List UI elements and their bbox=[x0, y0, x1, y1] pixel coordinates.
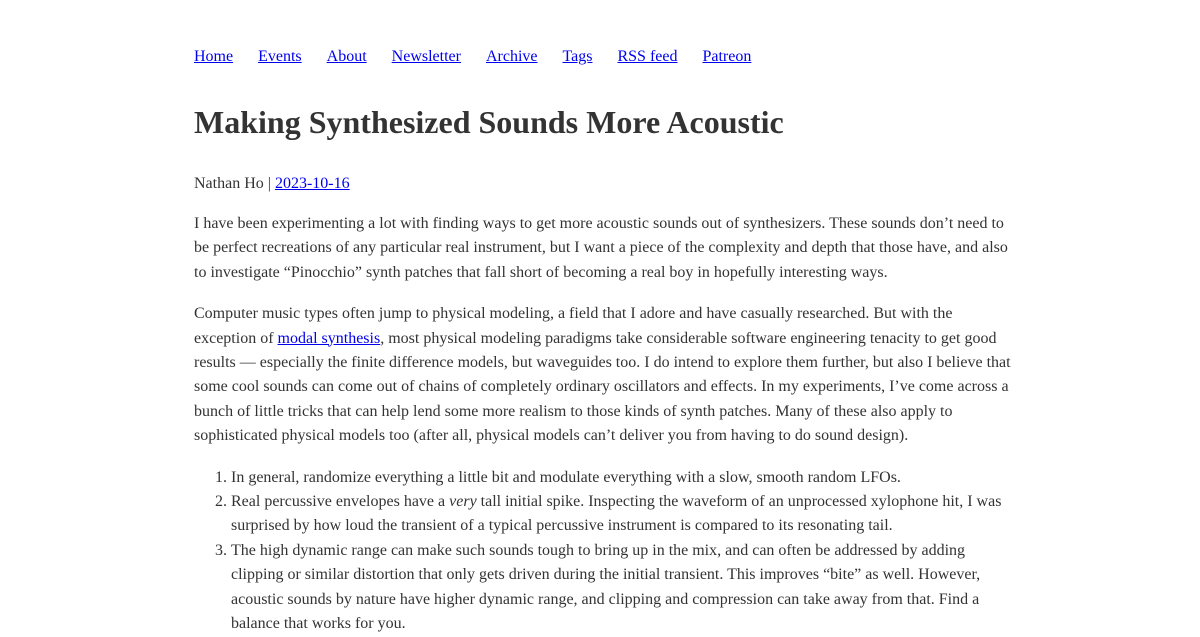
nav-link-archive[interactable]: Archive bbox=[485, 48, 538, 65]
nav-link-rss-feed[interactable]: RSS feed bbox=[617, 48, 678, 65]
nav-link-tags[interactable]: Tags bbox=[562, 48, 593, 65]
list-item bbox=[231, 490, 1014, 539]
paragraph-intro: I have been experimenting a lot with finding ways to get more acoustic sounds out of synthesizers. These sounds don’t need to be perfect recreations of any particular real instrument, but I want a piece of the complexity and depth that those have, and also to investigate “Pinocchio” synth patches that fall short of becoming a real boy in hopefully interesting ways. bbox=[194, 215, 1008, 281]
nav-link-home[interactable]: Home bbox=[194, 48, 234, 65]
top-navigation bbox=[194, 47, 776, 67]
list-item-text: tall initial spike. Inspecting the waveform of an unprocessed xylophone hit, I was surprised by how loud the transient of a typical percussive instrument is compared to its resonating tail. bbox=[231, 493, 1002, 535]
article-title: Making Synthesized Sounds More Acoustic bbox=[194, 104, 784, 140]
list-item: 3. The high dynamic range can make such sounds tough to bring up in the mix, and can often be addressed by adding clipping or similar distortion that only gets driven during the initial transient. This improves “bite” as well. However, acoustic sounds by nature have higher dynamic range, and clipping and compression can take away from that. Find a balance that works for you. bbox=[231, 539, 1014, 637]
paragraph-text: , most physical modeling paradigms take considerable software engineering tenacity to get good results — especially the finite difference models, but waveguides too. I do intend to explore them further, but also I believe that some cool sounds can come out of chains of completely ordinary oscillators and effects. In my experiments, I’ve come across a bunch of little tricks that can help lend some more realism to those kinds of synth patches. Many of these also apply to sophisticated physical models too (after all, physical models can’t deliver you from having to do sound design). bbox=[194, 329, 1011, 445]
tips-list bbox=[194, 466, 1014, 637]
nav-link-about[interactable]: About bbox=[326, 48, 367, 65]
article-byline bbox=[194, 174, 350, 194]
nav-link-newsletter[interactable]: Newsletter bbox=[391, 48, 461, 65]
paragraph-physical-modeling bbox=[194, 302, 1014, 448]
list-item-text: Real percussive envelopes have a bbox=[231, 493, 450, 511]
paragraph-text: Computer music types often jump to physical modeling, a field that I adore and have casually researched. But with the exception of bbox=[194, 305, 953, 347]
author-name: Nathan Ho bbox=[194, 175, 264, 192]
article-body bbox=[194, 212, 1014, 637]
nav-link-patreon[interactable]: Patreon bbox=[702, 48, 752, 65]
date-link[interactable]: 2023-10-16 bbox=[274, 175, 350, 192]
byline-separator: | bbox=[263, 175, 275, 192]
list-item: 1. In general, randomize everything a little bit and modulate everything with a slow, smooth random LFOs. bbox=[231, 466, 1014, 490]
nav-link-events[interactable]: Events bbox=[258, 48, 302, 65]
modal-synthesis-link[interactable]: modal synthesis bbox=[277, 329, 381, 347]
emphasis-text: very bbox=[449, 493, 477, 511]
